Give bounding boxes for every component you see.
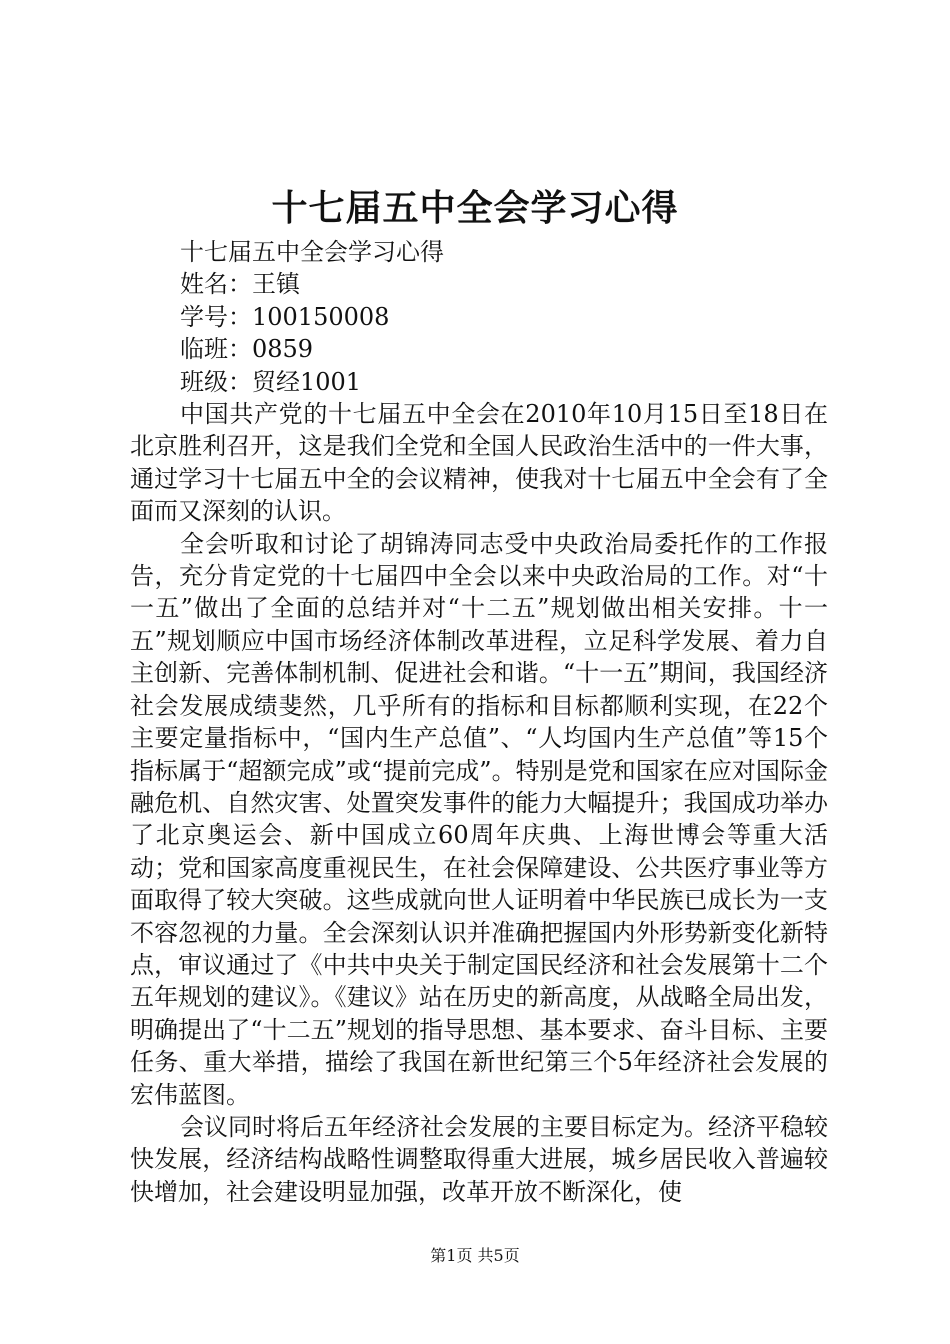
- student-id: 学号：100150008: [180, 302, 390, 331]
- document-title: 十七届五中全会学习心得: [271, 187, 679, 229]
- paragraph-3: 会议同时将后五年经济社会发展的主要目标定为。经济平稳较快发展，经济结构战略性调整取得重大进展，城乡居民收入普遍较快增加，社会建设明显加强，改革开放不断深化，使: [130, 1112, 828, 1206]
- document-subtitle: 十七届五中全会学习心得: [180, 238, 444, 266]
- author-name: 姓名：王镇: [180, 270, 300, 299]
- paragraph-1: 中国共产党的十七届五中全会在2010年10月15日至18日在北京胜利召开，这是我们全党和全国人民政治生活中的一件大事，通过学习十七届五中全的会议精神，使我对十七届五中全会有了全面而又深刻的认识。: [130, 400, 828, 526]
- paragraph-2: 全会听取和讨论了胡锦涛同志受中央政治局委托作的工作报告，充分肯定党的十七届四中全会以来中央政治局的工作。对“十一五”做出了全面的总结并对“十二五”规划做出相关安排。十一五”规划顺应中国市场经济体制改革进程，立足科学发展、着力自主创新、完善体制机制、促进社会和谐。“十一五”期间，我国经济社会发展成绩斐然，几乎所有的指标和目标都顺利实现，在22个主要定量指标中，“国内生产总值”、“人均国内生产总值”等15个指标属于“超额完成”或“提前完成”。特别是党和国家在应对国际金融危机、自然灾害、处置突发事件的能力大幅提升；我国成功举办了北京奥运会、新中国成立60周年庆典、上海世博会等重大活动；党和国家高度重视民生，在社会保障建设、公共医疗事业等方面取得了较大突破。这些成就向世人证明着中华民族已成长为一支不容忽视的力量。全会深刻认识并准确把握国内外形势新变化新特点，审议通过了《中共中央关于制定国民经济和社会发展第十二个五年规划的建议》。《建议》站在历史的新高度，从战略全局出发，明确提出了“十二五”规划的指导思想、基本要求、奋斗目标、主要任务、重大举措，描绘了我国在新世纪第三个5年经济社会发展的宏伟蓝图。: [130, 529, 828, 1109]
- document-body: [130, 236, 828, 1208]
- class-name: 班级：贸经1001: [180, 367, 362, 396]
- page-footer: 第1页 共5页: [430, 1246, 520, 1265]
- temporary-class: 临班：0859: [180, 335, 314, 364]
